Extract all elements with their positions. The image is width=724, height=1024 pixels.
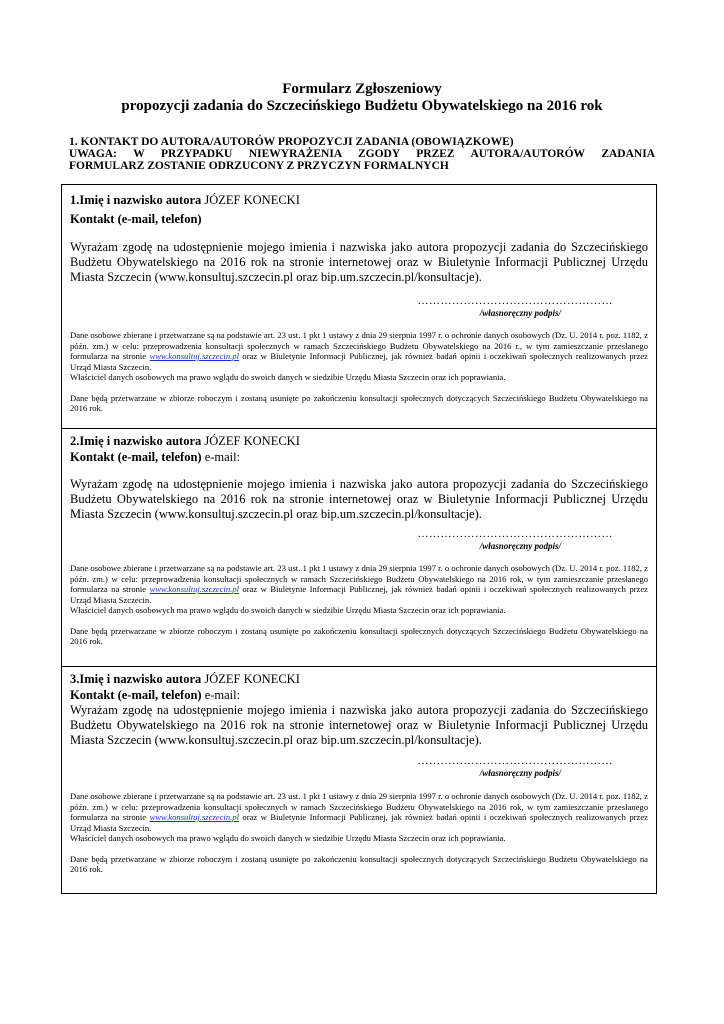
author-contact-value[interactable]: e-mail:: [204, 450, 241, 464]
author-contact-row: [70, 211, 648, 227]
author-name-value[interactable]: JÓZEF KONECKI: [204, 672, 300, 686]
author-box-3: [61, 666, 657, 894]
data-access-note: Właściciel danych osobowych ma prawo wglądu do swoich danych w siedzibie Urzędu Miasta Szczecin oraz ich poprawiania.: [70, 833, 506, 843]
signature-line[interactable]: ……………………………………………: [417, 295, 613, 307]
gdpr-notice: [70, 791, 648, 833]
gdpr-notice-text: Dane osobowe zbierane i przetwarzane są na podstawie art. 23 ust. 1 pkt 1 ustawy z dnia 29 sierpnia 1997 r. o ochronie danych osobowych (Dz. U. 2014 r. poz. 1182, z późn. zm.) w celu: przeprowadzenia konsultacji społecznych w ramach Szczecińskiego Budżetu Obywatelskiego na 2016 rok, w tym zamieszczanie przesłanego formularza na stronie: [70, 563, 648, 594]
consent-text: Wyrażam zgodę na udostępnienie mojego imienia i nazwiska jako autora propozycji zadania do Szczecińskiego Budżetu Obywatelskiego na 2016 rok na stronie internetowej oraz w Biuletynie Informacji Publicznej Urzędu Miasta Szczecin (www.konsultuj.szczecin.pl oraz bip.um.szczecin.pl/konsultacje).: [70, 477, 648, 521]
author-contact-row: [70, 687, 648, 703]
form-subtitle: propozycji zadania do Szczecińskiego Budżetu Obywatelskiego na 2016 rok: [121, 98, 603, 114]
section-heading-line-1: 1. KONTAKT DO AUTORA/AUTORÓW PROPOZYCJI ZADANIA (OBOWIĄZKOWE): [69, 136, 514, 148]
author-box-1: [61, 184, 657, 429]
author-contact-label: Kontakt (e-mail, telefon): [70, 212, 202, 226]
gdpr-notice-text: Dane osobowe zbierane i przetwarzane są na podstawie art. 23 ust. 1 pkt 1 ustawy z dnia 29 sierpnia 1997 r. o ochronie danych osobowych (Dz. U. 2014 r. poz. 1182, z późn. zm.) w celu: przeprowadzenia konsultacji społecznych w ramach Szczecińskiego Budżetu Obywatelskiego na 2016 r., w tym zamieszczanie przesłanego formularza na stronie: [70, 330, 648, 361]
author-name-value[interactable]: JÓZEF KONECKI: [204, 434, 300, 448]
author-name-row: [70, 434, 648, 449]
section-warning-line-2: FORMULARZ ZOSTANIE ODRZUCONY Z PRZYCZYN FORMALNYCH: [69, 160, 449, 172]
author-contact-value[interactable]: e-mail:: [204, 688, 241, 702]
author-name-value[interactable]: JÓZEF KONECKI: [204, 193, 300, 207]
consent-text: Wyrażam zgodę na udostępnienie mojego imienia i nazwiska jako autora propozycji zadania do Szczecińskiego Budżetu Obywatelskiego na 2016 rok na stronie internetowej oraz w Biuletynie Informacji Publicznej Urzędu Miasta Szczecin (www.konsultuj.szczecin.pl oraz bip.um.szczecin.pl/konsultacje).: [70, 703, 648, 747]
section-warning-line-1: UWAGA: W PRZYPADKU NIEWYRAŻENIA ZGODY PRZEZ AUTORA/AUTORÓW ZADANIA: [69, 148, 655, 160]
author-name-row: [70, 672, 648, 687]
signature-line[interactable]: ……………………………………………: [417, 755, 613, 767]
data-access-note: Właściciel danych osobowych ma prawo wglądu do swoich danych w siedzibie Urzędu Miasta Szczecin oraz ich poprawiania.: [70, 372, 506, 382]
consent-text: Wyrażam zgodę na udostępnienie mojego imienia i nazwiska jako autora propozycji zadania do Szczecińskiego Budżetu Obywatelskiego na 2016 rok na stronie internetowej oraz w Biuletynie Informacji Publicznej Urzędu Miasta Szczecin (www.konsultuj.szczecin.pl oraz bip.um.szczecin.pl/konsultacje).: [70, 240, 648, 284]
section-heading: [69, 136, 655, 172]
author-contact-label: Kontakt (e-mail, telefon): [70, 450, 202, 464]
data-processing-note: Dane będą przetwarzane w zbiorze roboczym i zostaną usunięte po zakończeniu konsultacji społecznych dotyczących Szczecińskiego Budżetu Obywatelskiego na 2016 rok.: [70, 853, 648, 874]
gdpr-notice-text-cont: oraz w Biuletynie Informacji Publicznej, jak również badań opinii i oczekiwań społecznych realizowanych przez Urząd Miasta Szczecin.: [70, 584, 648, 605]
author-name-row: [70, 193, 648, 208]
author-contact-label: Kontakt (e-mail, telefon): [70, 688, 202, 702]
author-name-label: 3.Imię i nazwisko autora: [70, 672, 202, 686]
author-box-2: [61, 428, 657, 667]
konsultuj-link[interactable]: www.konsultuj.szczecin.pl: [149, 584, 239, 594]
data-processing-note: Dane będą przetwarzane w zbiorze roboczym i zostaną usunięte po zakończeniu konsultacji społecznych dotyczących Szczecińskiego Budżetu Obywatelskiego na 2016 rok.: [70, 625, 648, 646]
gdpr-notice: [70, 330, 648, 372]
gdpr-notice-text-cont: oraz w Biuletynie Informacji Publicznej, jak również badań opinii i oczekiwań społecznych realizowanych przez Urząd Miasta Szczecin.: [70, 351, 648, 372]
author-name-label: 2.Imię i nazwisko autora: [70, 434, 202, 448]
author-name-label: 1.Imię i nazwisko autora: [70, 193, 202, 207]
signature-caption: /własnoręczny podpis/: [479, 308, 561, 318]
konsultuj-link[interactable]: www.konsultuj.szczecin.pl: [149, 812, 239, 822]
gdpr-notice: [70, 563, 648, 605]
signature-caption: /własnoręczny podpis/: [479, 541, 561, 551]
gdpr-notice-text: Dane osobowe zbierane i przetwarzane są na podstawie art. 23 ust. 1 pkt 1 ustawy z dnia 29 sierpnia 1997 r. o ochronie danych osobowych (Dz. U. 2014 r. poz. 1182, z późn. zm.) w celu: przeprowadzenia konsultacji społecznych w ramach Szczecińskiego Budżetu Obywatelskiego na 2016 rok, w tym zamieszczanie przesłanego formularza na stronie: [70, 791, 648, 822]
data-access-note: Właściciel danych osobowych ma prawo wglądu do swoich danych w siedzibie Urzędu Miasta Szczecin oraz ich poprawiania.: [70, 605, 506, 615]
author-contact-row: [70, 449, 648, 465]
gdpr-notice-text-cont: oraz w Biuletynie Informacji Publicznej, jak również badań opinii i oczekiwań społecznych realizowanych przez Urząd Miasta Szczecin.: [70, 812, 648, 833]
konsultuj-link[interactable]: www.konsultuj.szczecin.pl: [149, 351, 239, 361]
signature-caption: /własnoręczny podpis/: [479, 768, 561, 778]
form-title: Formularz Zgłoszeniowy: [282, 81, 442, 97]
data-processing-note: Dane będą przetwarzane w zbiorze roboczym i zostaną usunięte po zakończeniu konsultacji społecznych dotyczących Szczecińskiego Budżetu Obywatelskiego na 2016 rok.: [70, 392, 648, 413]
signature-line[interactable]: ……………………………………………: [417, 528, 613, 540]
